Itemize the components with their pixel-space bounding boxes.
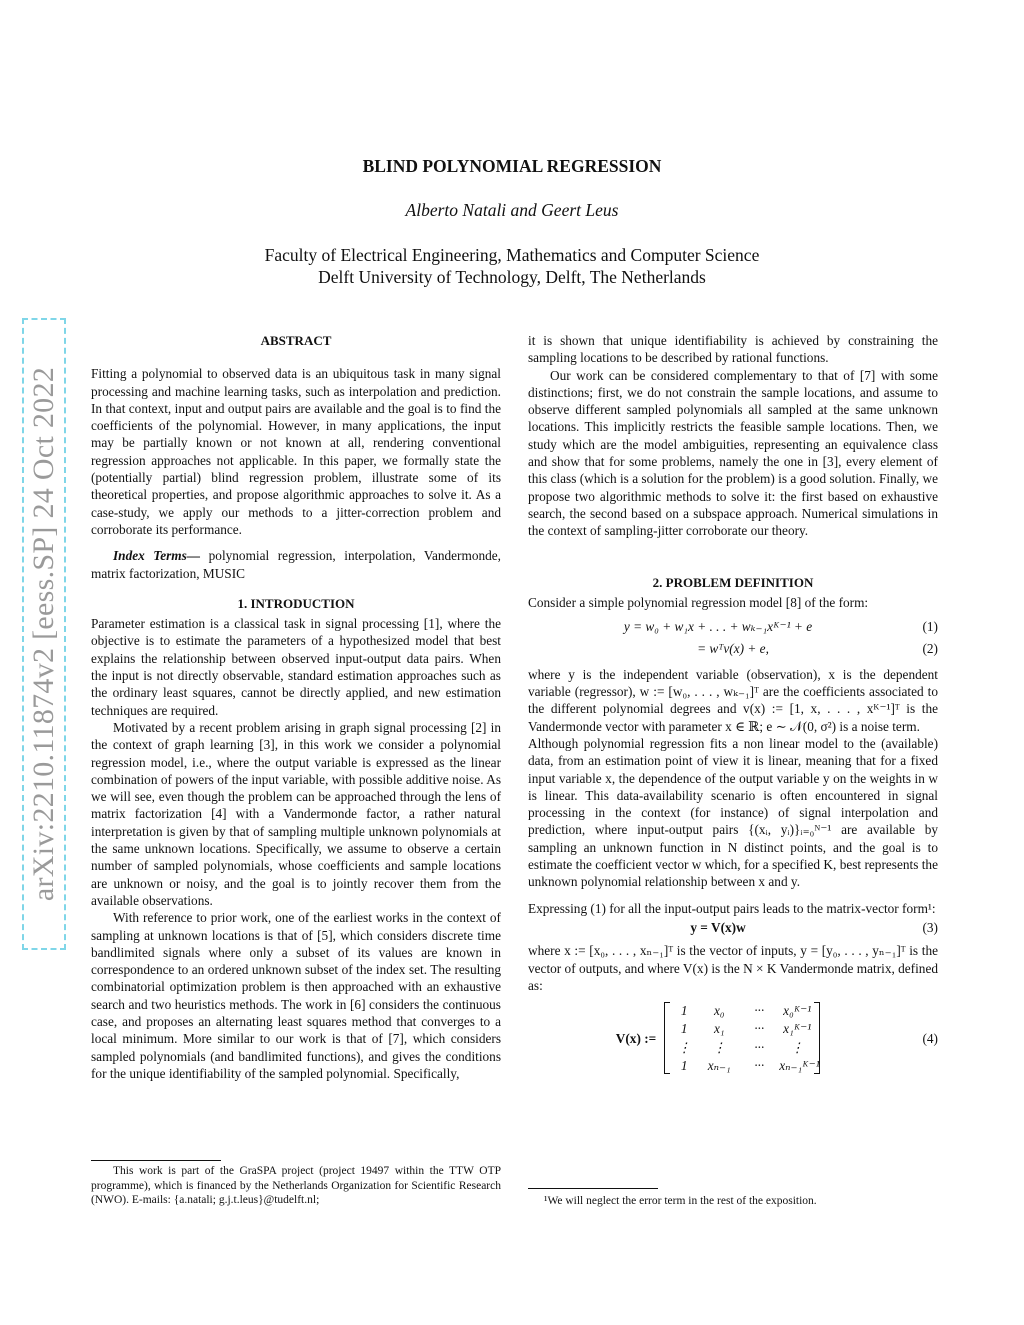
equation-1: [528, 618, 938, 635]
paper-title: BLIND POLYNOMIAL REGRESSION: [362, 156, 662, 176]
although-paragraph: Although polynomial regression fits a non linear model to the (available) data, from an estimation point of view it is linear, meaning that for a fixed input variable x, the dependence of the output variable y on the weights in w is linear. This data-availability scenario is often encountered in signal processing in the context (for instance) of signal interpolation and prediction, where input-output pairs {(xᵢ, yᵢ)}ᵢ₌₀ᴺ⁻¹ are available by sampling an unknown function in N distinct points, and the goal is to estimate the coefficient vector w which, for a specified K, best represents the unknown polynomial relationship between x and y.: [528, 735, 938, 890]
footnote-rule-right: [528, 1188, 658, 1189]
authors: Alberto Natali and Geert Leus: [405, 200, 619, 220]
where-paragraph: where y is the independent variable (observation), x is the dependent variable (regressor), w := [w₀, . . . , wₖ₋₁]ᵀ are the coefficients associated to the different polynomial degrees and v(x) := [1, x, . . . , xᴷ⁻¹]ᵀ is the Vandermonde vector with parameter x ∈ ℝ; e ∼ 𝒩(0, σ²) is a noise term.: [528, 666, 938, 734]
matrix-cell: ⋮: [790, 1039, 804, 1055]
equation-2-number: (2): [922, 641, 938, 657]
equation-4-number: (4): [922, 1030, 938, 1046]
matrix-cell: ···: [754, 1021, 765, 1037]
matrix-cell: 1: [680, 1057, 688, 1073]
abstract-heading: ABSTRACT: [260, 333, 332, 348]
intro-paragraph-2: Motivated by a recent problem arising in graph signal processing [2] in the context of graph learning [3], in this work we consider a polynomial regression model, i.e., where the output variable is expressed as the linear combination of powers of the input variable, with possible additive noise. As we will see, even though the problem can be approached through the lens of matrix factorization [4] with a Vandermonde factor, a rather natural interpretation is given by that of sampling multiple unknown polynomials at the same unknown locations. Specifically, we assume to observe a certain number of sampled polynomials, whose coefficients and sample locations are unknown or noisy, and the goal is to jointly recover them from the available observations.: [91, 719, 501, 908]
equation-2: [528, 640, 938, 657]
consider-paragraph: Consider a simple polynomial regression model [8] of the form:: [528, 594, 869, 610]
index-terms-label: Index Terms—: [113, 548, 201, 564]
matrix-cell: xₙ₋₁ᴷ⁻¹: [779, 1057, 820, 1073]
intro-heading: 1. INTRODUCTION: [237, 595, 355, 611]
footnote-rule-left: [91, 1160, 221, 1161]
equation-1-body: y = w₀ + w₁x + . . . + wₖ₋₁xᴷ⁻¹ + e: [623, 619, 813, 635]
equation-4: [528, 1002, 938, 1074]
right-column: [528, 332, 938, 1074]
our-work-paragraph: Our work can be considered complementary to that of [7] with some distinctions; first, we do not constrain the sample locations, and assume to observe different sampled polynomials all sampled at the same unknown locations. This implicitly restricts the feasible sample locations. Then, we study which are the model ambiguities, representing an equivalence class and show that for some problems, namely the one in [3], every element of this class (which is a solution for the problem) is a good solution. Finally, we propose two algorithmic methods to solve it: the first based on exhaustive search, the second based on a subspace approach. Numerical simulations in the context of sampling-jitter corroborate our theory.: [528, 367, 938, 539]
matrix-cell: xₙ₋₁: [707, 1057, 731, 1073]
affiliation-line-2: Delft University of Technology, Delft, The Netherlands: [318, 267, 706, 287]
matrix-cell: ···: [754, 1039, 765, 1055]
matrix-cell: x₀: [713, 1003, 725, 1019]
identifiability-paragraph: it is shown that unique identifiability is achieved by constraining the sampling locations to be described by rational functions.: [528, 333, 938, 366]
where-vector-paragraph: where x := [x₀, . . . , xₙ₋₁]ᵀ is the vector of inputs, y = [y₀, . . . , yₙ₋₁]ᵀ is the vector of outputs, and where V(x) is the N × K Vandermonde matrix, defined as:: [528, 943, 938, 993]
equation-3-body: y = V(x)w: [690, 919, 746, 935]
matrix-cell: x₁: [713, 1021, 725, 1037]
matrix-cell: ···: [754, 1057, 765, 1073]
matrix-cell: 1: [680, 1021, 688, 1037]
matrix-cell: 1: [680, 1003, 688, 1019]
problem-definition-heading: 2. PROBLEM DEFINITION: [652, 574, 814, 590]
equation-3: [528, 919, 938, 936]
affiliation: [0, 244, 1024, 288]
abstract-text: Fitting a polynomial to observed data is an ubiquitous task in many signal processing and machine learning tasks, such as interpolation and prediction. In that context, input and output pairs are available and the goal is to find the coefficients of the polynomial. However, in many applications, the input may be partially known or not known at all, rendering conventional regression approaches not applicable. In this paper, we formally state the (potentially partial) blind regression problem, illustrate some of its theoretical properties, and propose algorithmic approaches to solve it. As a case-study, we apply our methods to a jitter-correction problem and corroborate its performance.: [91, 366, 501, 537]
matrix-cell: x₁ᴷ⁻¹: [783, 1021, 812, 1037]
index-terms: [91, 547, 501, 582]
matrix-cell: ⋮: [677, 1039, 691, 1055]
arxiv-identifier-box: [22, 318, 66, 950]
expressing-paragraph: Expressing (1) for all the input-output pairs leads to the matrix-vector form¹:: [528, 900, 936, 916]
footnote-left: This work is part of the GraSPA project (project 19497 within the TTW OTP programme), which is financed by the Netherlands Organization for Scientific Research (NWO). E-mails: {a.natali; g.j.t.leus}@tudelft.nl;: [91, 1165, 501, 1206]
affiliation-line-1: Faculty of Electrical Engineering, Mathematics and Computer Science: [264, 245, 760, 265]
intro-paragraph-1: Parameter estimation is a classical task in signal processing [1], where the objective is to estimate the parameters of a hypothesized model that best explains the relationship between observed input-output data pairs. When the input is not directly observable, standard estimation approaches such as the ordinary least squares, cannot be directly applied, and new estimation techniques are required.: [91, 616, 501, 718]
index-terms-text: polynomial regression, interpolation, Vandermonde, matrix factorization, MUSIC: [91, 548, 501, 581]
matrix-cell: x₀ᴷ⁻¹: [783, 1003, 812, 1019]
equation-2-body: = wᵀv(x) + e,: [697, 641, 769, 657]
equation-4-body: [528, 1002, 908, 1074]
arxiv-identifier: arXiv:2210.11874v2 [eess.SP] 24 Oct 2022: [27, 366, 60, 902]
left-column: [91, 332, 501, 1082]
equation-3-number: (3): [922, 919, 938, 935]
footnote-right: ¹We will neglect the error term in the rest of the exposition.: [544, 1195, 817, 1207]
intro-paragraph-3: With reference to prior work, one of the earliest works in the context of sampling at unknown locations is that of [5], which considers discrete time bandlimited signals where only a subset of its values are known in correspondence to an ordered unknown subset of the index set. The resulting combinatorial optimization problem is then approached with an exhaustive search and two heuristics methods. The work in [6] considers the continuous case, and proposes an alternating least squares method that converges to a local minimum. More similar to our work is that of [7], which considers sampled polynomials (and bandlimited functions), and gives the conditions for the unique identifiability of the sampled polynomial. Specifically,: [91, 910, 501, 1081]
vandermonde-matrix: [664, 1002, 820, 1074]
equation-1-number: (1): [922, 619, 938, 635]
matrix-cell: ···: [754, 1003, 765, 1019]
matrix-cell: ⋮: [712, 1039, 726, 1055]
equation-4-lhs: V(x) :=: [615, 1030, 657, 1046]
